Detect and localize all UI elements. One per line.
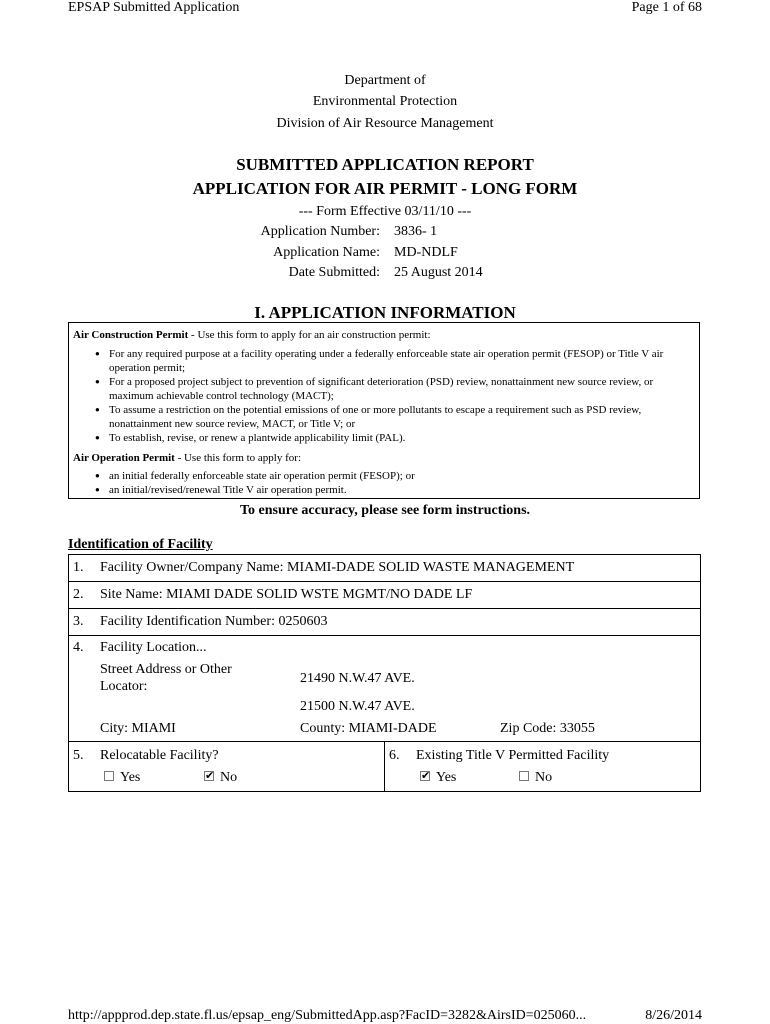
relocatable-no-checkbox[interactable] <box>204 771 214 781</box>
facility-id-row <box>68 608 701 636</box>
no-label: No <box>220 770 238 785</box>
accuracy-note: To ensure accuracy, please see form instructions. <box>239 503 531 518</box>
location-label: Facility Location... <box>100 640 207 655</box>
row-number: 2. <box>73 587 84 602</box>
footer-url[interactable]: http://appprod.dep.state.fl.us/epsap_eng/SubmittedApp.asp?FacID=3282&AirsID=025060... <box>68 1008 587 1023</box>
operation-bullet: ● an initial/revised/renewal Title V air operation permit. <box>95 483 691 497</box>
row-number: 4. <box>73 640 84 655</box>
yes-label: Yes <box>120 770 141 785</box>
date-submitted-label: Date Submitted: <box>288 265 380 280</box>
page-number: Page 1 of 68 <box>631 0 702 15</box>
identification-title: Identification of Facility <box>68 537 213 552</box>
zip-code: Zip Code: 33055 <box>500 721 595 736</box>
page-header-title: EPSAP Submitted Application <box>68 0 240 15</box>
location-row <box>68 635 701 742</box>
city: City: MIAMI <box>100 721 176 736</box>
operation-bullet: ● an initial federally enforceable state air operation permit (FESOP); or <box>95 469 691 483</box>
street-label-2: Locator: <box>100 679 148 694</box>
row-number: 3. <box>73 614 84 629</box>
construction-bullet: ● To assume a restriction on the potential emissions of one or more pollutants to escape a requirement such as PSD review, nonattainment new source review, MACT, or Title V; or <box>95 403 691 431</box>
no-label: No <box>535 770 553 785</box>
county: County: MIAMI-DADE <box>300 721 437 736</box>
titlev-yes-option[interactable] <box>420 770 456 786</box>
relocatable-yes-option[interactable] <box>104 770 140 786</box>
relocatable-cell <box>68 741 385 792</box>
relocatable-label: Relocatable Facility? <box>100 748 219 763</box>
form-effective: --- Form Effective 03/11/10 --- <box>298 204 472 219</box>
date-submitted: 25 August 2014 <box>394 265 483 280</box>
facility-owner: Facility Owner/Company Name: MIAMI-DADE SOLID WASTE MANAGEMENT <box>100 560 575 575</box>
titlev-cell <box>384 741 701 792</box>
owner-row <box>68 554 701 582</box>
site-row <box>68 581 701 609</box>
dept-line-3: Division of Air Resource Management <box>276 116 494 131</box>
operation-heading: Air Operation Permit <box>73 452 175 464</box>
relocatable-no-option[interactable] <box>204 770 237 786</box>
titlev-no-checkbox[interactable] <box>519 771 529 781</box>
construction-intro-text: - Use this form to apply for an air construction permit: <box>188 329 431 341</box>
construction-bullet: ● For any required purpose at a facility operating under a federally enforceable state air operation permit (FESOP) or Title V air operation permit; <box>95 347 691 375</box>
row-number: 1. <box>73 560 84 575</box>
section-title: I. APPLICATION INFORMATION <box>254 303 516 322</box>
application-name: MD-NDLF <box>394 245 458 260</box>
operation-bullets <box>95 469 691 497</box>
row-number: 5. <box>73 748 84 763</box>
permit-info-box <box>68 322 700 499</box>
application-number-label: Application Number: <box>260 224 380 239</box>
footer-date: 8/26/2014 <box>645 1008 702 1023</box>
facility-id: Facility Identification Number: 0250603 <box>100 614 328 629</box>
relocatable-yes-checkbox[interactable] <box>104 771 114 781</box>
construction-bullets <box>95 347 691 445</box>
titlev-label: Existing Title V Permitted Facility <box>416 748 610 763</box>
row-number: 6. <box>389 748 400 763</box>
dept-line-2: Environmental Protection <box>312 94 458 109</box>
form-title: APPLICATION FOR AIR PERMIT - LONG FORM <box>192 179 578 198</box>
application-name-label: Application Name: <box>273 245 380 260</box>
titlev-yes-checkbox[interactable] <box>420 771 430 781</box>
yes-label: Yes <box>436 770 457 785</box>
titlev-no-option[interactable] <box>519 770 552 786</box>
street-address-1: 21490 N.W.47 AVE. <box>300 671 415 686</box>
street-address-2: 21500 N.W.47 AVE. <box>300 699 415 714</box>
street-label-1: Street Address or Other <box>100 662 232 677</box>
operation-intro <box>73 451 301 465</box>
construction-bullet: ● For a proposed project subject to prevention of significant deterioration (PSD) review, nonattainment new source review, or maximum achievable control technology (MACT); <box>95 375 691 403</box>
construction-heading: Air Construction Permit <box>73 329 189 341</box>
operation-intro-text: - Use this form to apply for: <box>174 452 302 464</box>
construction-bullet: ● To establish, revise, or renew a plantwide applicability limit (PAL). <box>95 431 691 445</box>
report-title: SUBMITTED APPLICATION REPORT <box>236 155 534 174</box>
construction-intro <box>73 328 431 342</box>
application-number: 3836- 1 <box>394 224 438 239</box>
dept-line-1: Department of <box>344 73 426 88</box>
site-name: Site Name: MIAMI DADE SOLID WSTE MGMT/NO DADE LF <box>100 587 473 602</box>
